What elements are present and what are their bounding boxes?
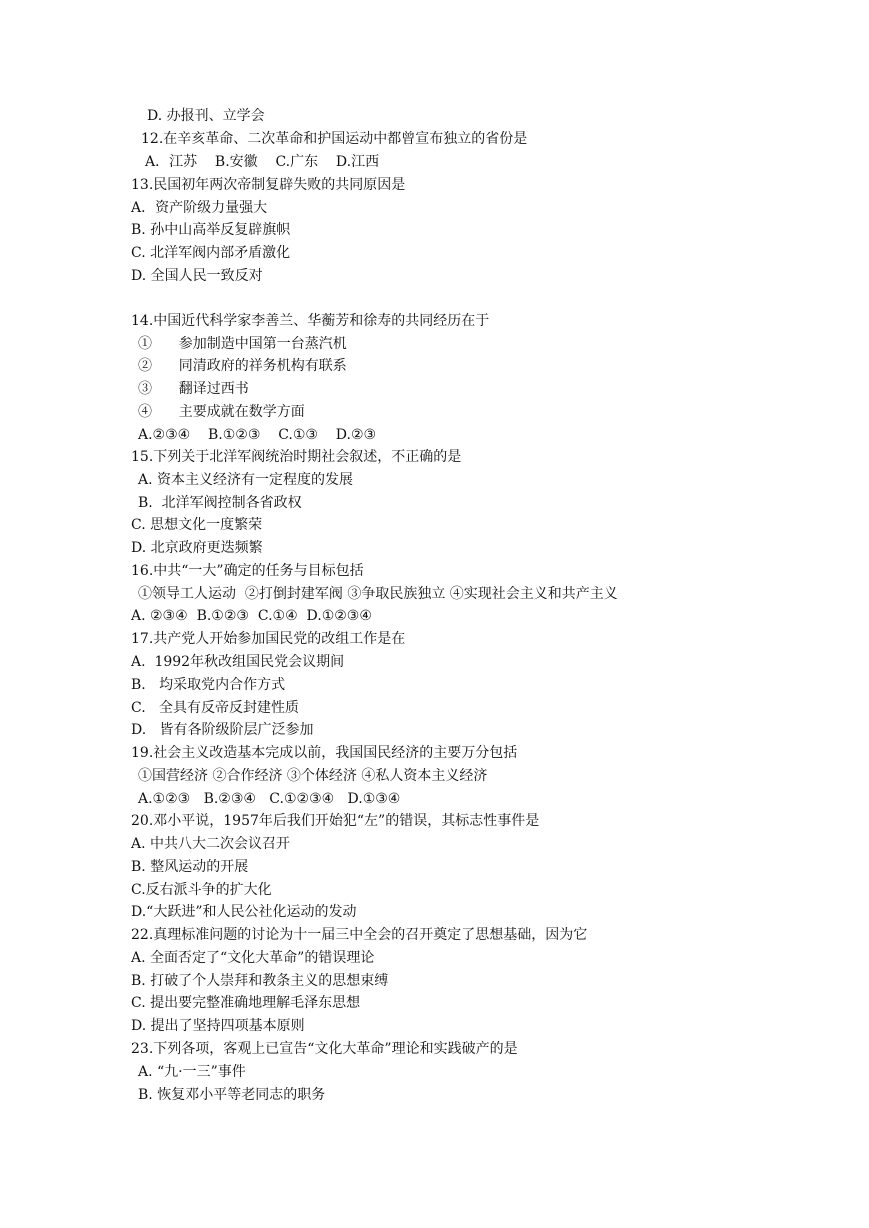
question-line: 17.共产党人开始参加国民党的改组工作是在 — [131, 631, 406, 647]
option-line: D. 全国人民一致反对 — [131, 268, 263, 284]
question-line: 15.下列关于北洋军阀统治时期社会叙述，不正确的是 — [131, 449, 462, 465]
question-line: 13.民国初年两次帝制复辟失败的共同原因是 — [131, 177, 406, 193]
statement-line: ③ 翻译过西书 — [138, 381, 249, 397]
option-line: C. 北洋军阀内部矛盾激化 — [131, 245, 291, 261]
option-line: A. 全面否定了“文化大革命”的错误理论 — [131, 950, 375, 966]
option-line: B. 北洋军阀控制各省政权 — [138, 495, 302, 511]
option-line: C.反右派斗争的扩大化 — [131, 882, 272, 898]
question-line: 14.中国近代科学家李善兰、华蘅芳和徐寿的共同经历在于 — [131, 313, 490, 329]
option-line: B. 恢复邓小平等老同志的职务 — [138, 1087, 326, 1103]
question-line: 12.在辛亥革命、二次革命和护国运动中都曾宣布独立的省份是 — [141, 131, 528, 147]
option-line: C. 提出要完整准确地理解毛泽东思想 — [131, 995, 361, 1011]
options-row: A．江苏 B.安徽 C.广东 D.江西 — [145, 154, 380, 170]
option-line: A. 1992年秋改组国民党会议期间 — [131, 654, 345, 670]
option-line: D. 办报刊、立学会 — [147, 108, 265, 124]
options-row: A. ②③④ B.①②③ C.①④ D.①②③④ — [131, 608, 372, 624]
option-line: D. 皆有各阶级阶层广泛参加 — [131, 722, 314, 738]
option-line: B. 整风运动的开展 — [131, 859, 249, 875]
statement-line: ①领导工人运动 ②打倒封建军阀 ③争取民族独立 ④实现社会主义和共产主义 — [138, 586, 618, 602]
option-line: A. 中共八大二次会议召开 — [131, 836, 291, 852]
question-line: 16.中共“一大”确定的任务与目标包括 — [131, 563, 364, 579]
statement-line: ② 同清政府的祥务机构有联系 — [138, 358, 347, 374]
options-row: A.①②③ B.②③④ C.①②③④ D.①③④ — [138, 791, 401, 807]
statement-line: ①国营经济 ②合作经济 ③个体经济 ④私人资本主义经济 — [138, 768, 488, 784]
option-line: C. 思想文化一度繁荣 — [131, 517, 263, 533]
option-line: B. 孙中山高举反复辟旗帜 — [131, 222, 291, 238]
statement-line: ④ 主要成就在数学方面 — [138, 404, 305, 420]
option-line: A. “九·一三”事件 — [138, 1064, 246, 1080]
statement-line: ① 参加制造中国第一台蒸汽机 — [138, 336, 347, 352]
options-row: A.②③④ B.①②③ C.①③ D.②③ — [138, 427, 377, 443]
option-line: D. 北京政府更迭频繁 — [131, 540, 263, 556]
option-line: C. 全具有反帝反封建性质 — [131, 700, 300, 716]
question-line: 23.下列各项，客观上已宣告“文化大革命”理论和实践破产的是 — [131, 1041, 518, 1057]
question-line: 19.社会主义改造基本完成以前，我国国民经济的主要万分包括 — [131, 745, 518, 761]
question-line: 22.真理标准问题的讨论为十一届三中全会的召开奠定了思想基础，因为它 — [131, 927, 588, 943]
option-line: A．资产阶级力量强大 — [131, 200, 268, 216]
option-line: D. 提出了坚持四项基本原则 — [131, 1018, 305, 1034]
option-line: D.“大跃进”和人民公社化运动的发动 — [131, 904, 357, 920]
option-line: B. 均采取党内合作方式 — [131, 677, 286, 693]
question-line: 20.邓小平说，1957年后我们开始犯“左”的错误，其标志性事件是 — [131, 813, 540, 829]
option-line: A. 资本主义经济有一定程度的发展 — [138, 472, 354, 488]
option-line: B. 打破了个人崇拜和教条主义的思想束缚 — [131, 973, 389, 989]
